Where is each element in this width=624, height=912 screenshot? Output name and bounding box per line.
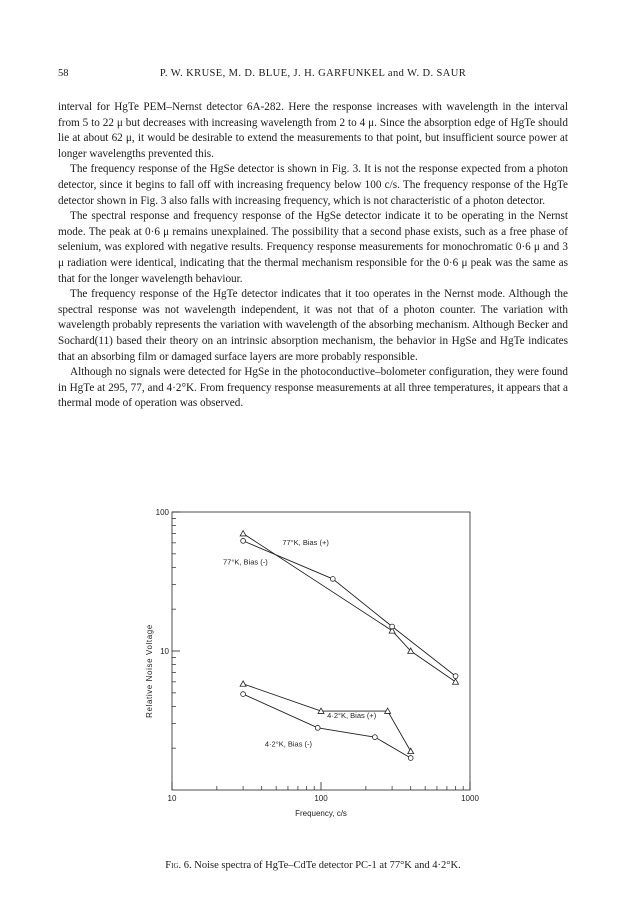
paragraph: interval for HgTe PEM–Nernst detector 6A-282. Here the response increases with wavelength in the interval from 5 to 22 μ but decreases with increasing wavelength from 2 to 4 μ. Since the absorption edge of HgTe should lie at about 62 μ, it would be desirable to extend the measurements to that point, but insufficient source power at longer wavelengths prevented this. [58, 101, 568, 160]
caption-text: Noise spectra of HgTe–CdTe detector PC-1 at 77°K and 4·2°K. [194, 860, 461, 871]
plot-frame [172, 512, 470, 790]
x-tick-label: 10 [167, 794, 177, 803]
noise-spectra-chart [130, 500, 500, 840]
circle-marker [315, 725, 320, 730]
y-tick-label: 10 [160, 647, 169, 656]
circle-marker [390, 624, 395, 629]
y-axis-label: Relative Noise Voltage [145, 624, 154, 718]
circle-marker [408, 756, 413, 761]
running-head-authors: P. W. KRUSE, M. D. BLUE, J. H. GARFUNKEL and W. D. SAUR [159, 68, 467, 79]
series-annotation: 4·2°K, Bias (+) [327, 710, 377, 720]
triangle-marker [408, 748, 414, 753]
circle-marker [330, 577, 335, 582]
circle-marker [453, 674, 458, 679]
figure [130, 500, 500, 840]
y-tick-label: 100 [155, 508, 169, 517]
caption-label: Fig. 6. [165, 860, 192, 871]
series-annotation: 77°K, Bias (-) [223, 557, 268, 567]
triangle-marker [240, 681, 246, 686]
series-line [243, 534, 455, 682]
page-header [58, 68, 568, 86]
series-annotation: 4·2°K, Bias (-) [264, 739, 313, 749]
triangle-marker [453, 679, 459, 684]
paragraph: The spectral response and frequency response of the HgSe detector indicate it to be operating in the Nernst mode. The peak at 0·6 μ remains unexplained. The possibility that a second phase exists, such as a free phase of selenium, was explored with negative results. Frequency response measurements for monochromatic 0·6 μ and 3 μ radiation were identical, indicating that the thermal mechanism responsible for the 0·6 μ peak was the same as that for the longer wavelength behaviour. [58, 210, 568, 285]
paragraph: The frequency response of the HgTe detector indicates that it too operates in the Nernst mode. Although the spectral response was not wavelength independent, it was not that of a photon counter. The variation with wavelength probably represents the variation with wavelength of the absorbing mechanism. Although Becker and Sochard(11) based their theory on an intrinsic absorption mechanism, the behavior in HgSe and HgTe indicates that an absorbing film or damaged surface layers are more probably responsible. [58, 288, 568, 363]
paragraph: Although no signals were detected for HgSe in the photoconductive–bolometer configuration, they were found in HgTe at 295, 77, and 4·2°K. From frequency response measurements at all three temperatures, it appears that a thermal mode of operation was observed. [58, 366, 568, 410]
triangle-marker [240, 531, 246, 536]
x-axis-label: Frequency, c/s [295, 809, 347, 818]
paragraph: The frequency response of the HgSe detector is shown in Fig. 3. It is not the response expected from a photon detector, since it begins to fall off with increasing frequency below 100 c/s. The frequency response of the HgTe detector shown in Fig. 3 also falls with increasing frequency, which is not characteristic of a photon detector. [58, 163, 568, 207]
series-annotation: 77°K, Bias (+) [282, 537, 329, 547]
circle-marker [241, 538, 246, 543]
body-text [58, 100, 568, 412]
page-number: 58 [58, 68, 69, 79]
series-line [243, 541, 455, 676]
x-tick-label: 100 [314, 794, 328, 803]
x-tick-label: 1000 [461, 794, 479, 803]
figure-caption [58, 860, 568, 871]
circle-marker [372, 735, 377, 740]
circle-marker [241, 692, 246, 697]
